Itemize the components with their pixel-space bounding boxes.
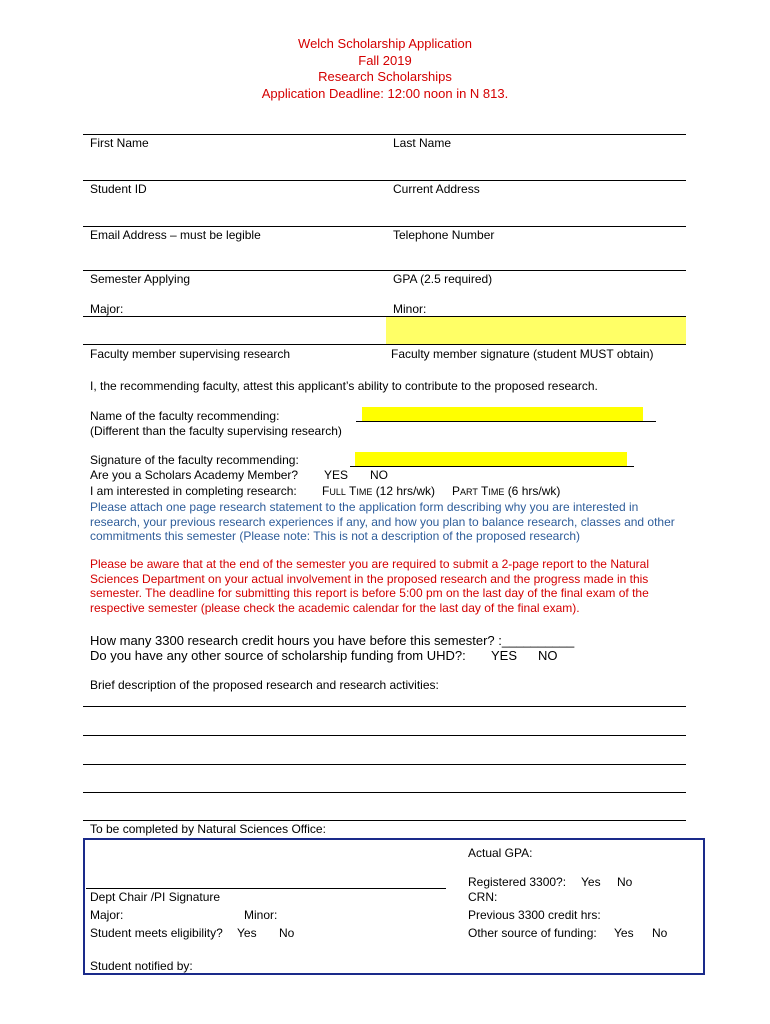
recommending-name-field[interactable] [362,407,643,421]
recommending-name-line [356,421,656,422]
funding-yes-option[interactable]: YES [491,648,518,663]
scholars-yes-option[interactable]: YES [324,468,349,482]
description-line [83,764,686,765]
form-deadline: Application Deadline: 12:00 noon in N 813. [261,85,509,101]
description-line [83,735,686,736]
faculty-supervising-label: Faculty member supervising research [90,347,291,361]
office-use-box [83,838,705,975]
office-minor-label: Minor: [244,908,278,922]
research-statement-note: Please attach one page research statement to the application form describing why you are interested in research, your previous research experiences if any, and how you plan to balance research, classes and other commitments this semester (Please note: This is not a description of the proposed research) [90,500,675,543]
funding-no-option[interactable]: NO [538,648,558,663]
eligibility-no[interactable]: No [279,926,295,940]
previous-hrs-label: Previous 3300 credit hrs: [468,908,601,922]
office-major-label: Major: [90,908,124,922]
part-time-option[interactable]: PART TIME (6 hrs/wk) [452,484,561,498]
eligibility-yes[interactable]: Yes [237,926,257,940]
divider [83,344,686,345]
semester-label: Semester Applying [90,272,191,286]
recommending-name-note: (Different than the faculty supervising research) [90,424,342,438]
email-label: Email Address – must be legible [90,228,261,242]
recommending-signature-line [350,466,634,467]
faculty-signature-label: Faculty member signature (student MUST obtain) [391,347,654,361]
other-funding-no[interactable]: No [652,926,668,940]
divider [83,270,686,271]
student-id-label: Student ID [90,182,147,196]
student-notified-label: Student notified by: [90,959,193,973]
funding-question: Do you have any other source of scholarship funding from UHD?: [90,648,466,663]
divider [83,134,686,135]
form-term: Fall 2019 [358,52,412,68]
form-title: Welch Scholarship Application [298,36,472,51]
dept-chair-label: Dept Chair /PI Signature [90,890,221,904]
crn-label: CRN: [468,890,498,904]
scholars-no-option[interactable]: NO [370,468,388,482]
recommending-signature-label: Signature of the faculty recommending: [90,453,299,467]
full-time-option[interactable]: FULL TIME (12 hrs/wk) [322,484,436,498]
office-heading: To be completed by Natural Sciences Office: [90,822,326,836]
report-requirement-note: Please be aware that at the end of the semester you are required to submit a 2-page report to the Natural Sciences Department on your actual involvement in the proposed research and the progress made in this semester. The deadline for submitting this report is before 5:00 pm on the last day of the final exam of the respective semester (please check the academic calendar for the last day of the final exam). [90,557,649,615]
telephone-label: Telephone Number [393,228,495,242]
scholars-question: Are you a Scholars Academy Member? [90,468,299,482]
attest-text: I, the recommending faculty, attest this applicant’s ability to contribute to the proposed research. [90,379,598,393]
registered-no[interactable]: No [617,875,633,889]
dept-chair-signature-line [86,888,446,889]
other-funding-yes[interactable]: Yes [614,926,634,940]
description-line [83,706,686,707]
form-subtitle: Research Scholarships [318,69,452,84]
registered-yes[interactable]: Yes [581,875,601,889]
divider [83,226,686,227]
credit-hours-question: How many 3300 research credit hours you have before this semester? :__________ [90,633,575,648]
description-line [83,792,686,793]
brief-description-label: Brief description of the proposed research and research activities: [90,678,439,692]
description-line [83,820,686,821]
current-address-label: Current Address [393,182,480,196]
interest-label: I am interested in completing research: [90,484,297,498]
form-header [0,36,770,102]
other-funding-label: Other source of funding: [468,926,597,940]
eligibility-label: Student meets eligibility? [90,926,223,940]
recommending-name-label: Name of the faculty recommending: [90,409,280,423]
last-name-label: Last Name [393,136,452,150]
first-name-label: First Name [90,136,149,150]
divider [83,180,686,181]
gpa-label: GPA (2.5 required) [393,272,493,286]
minor-label: Minor: [393,302,427,316]
faculty-signature-field[interactable] [386,317,686,344]
actual-gpa-label: Actual GPA: [468,846,533,860]
major-label: Major: [90,302,124,316]
recommending-signature-field[interactable] [355,452,627,466]
registered-label: Registered 3300?: [468,875,567,889]
